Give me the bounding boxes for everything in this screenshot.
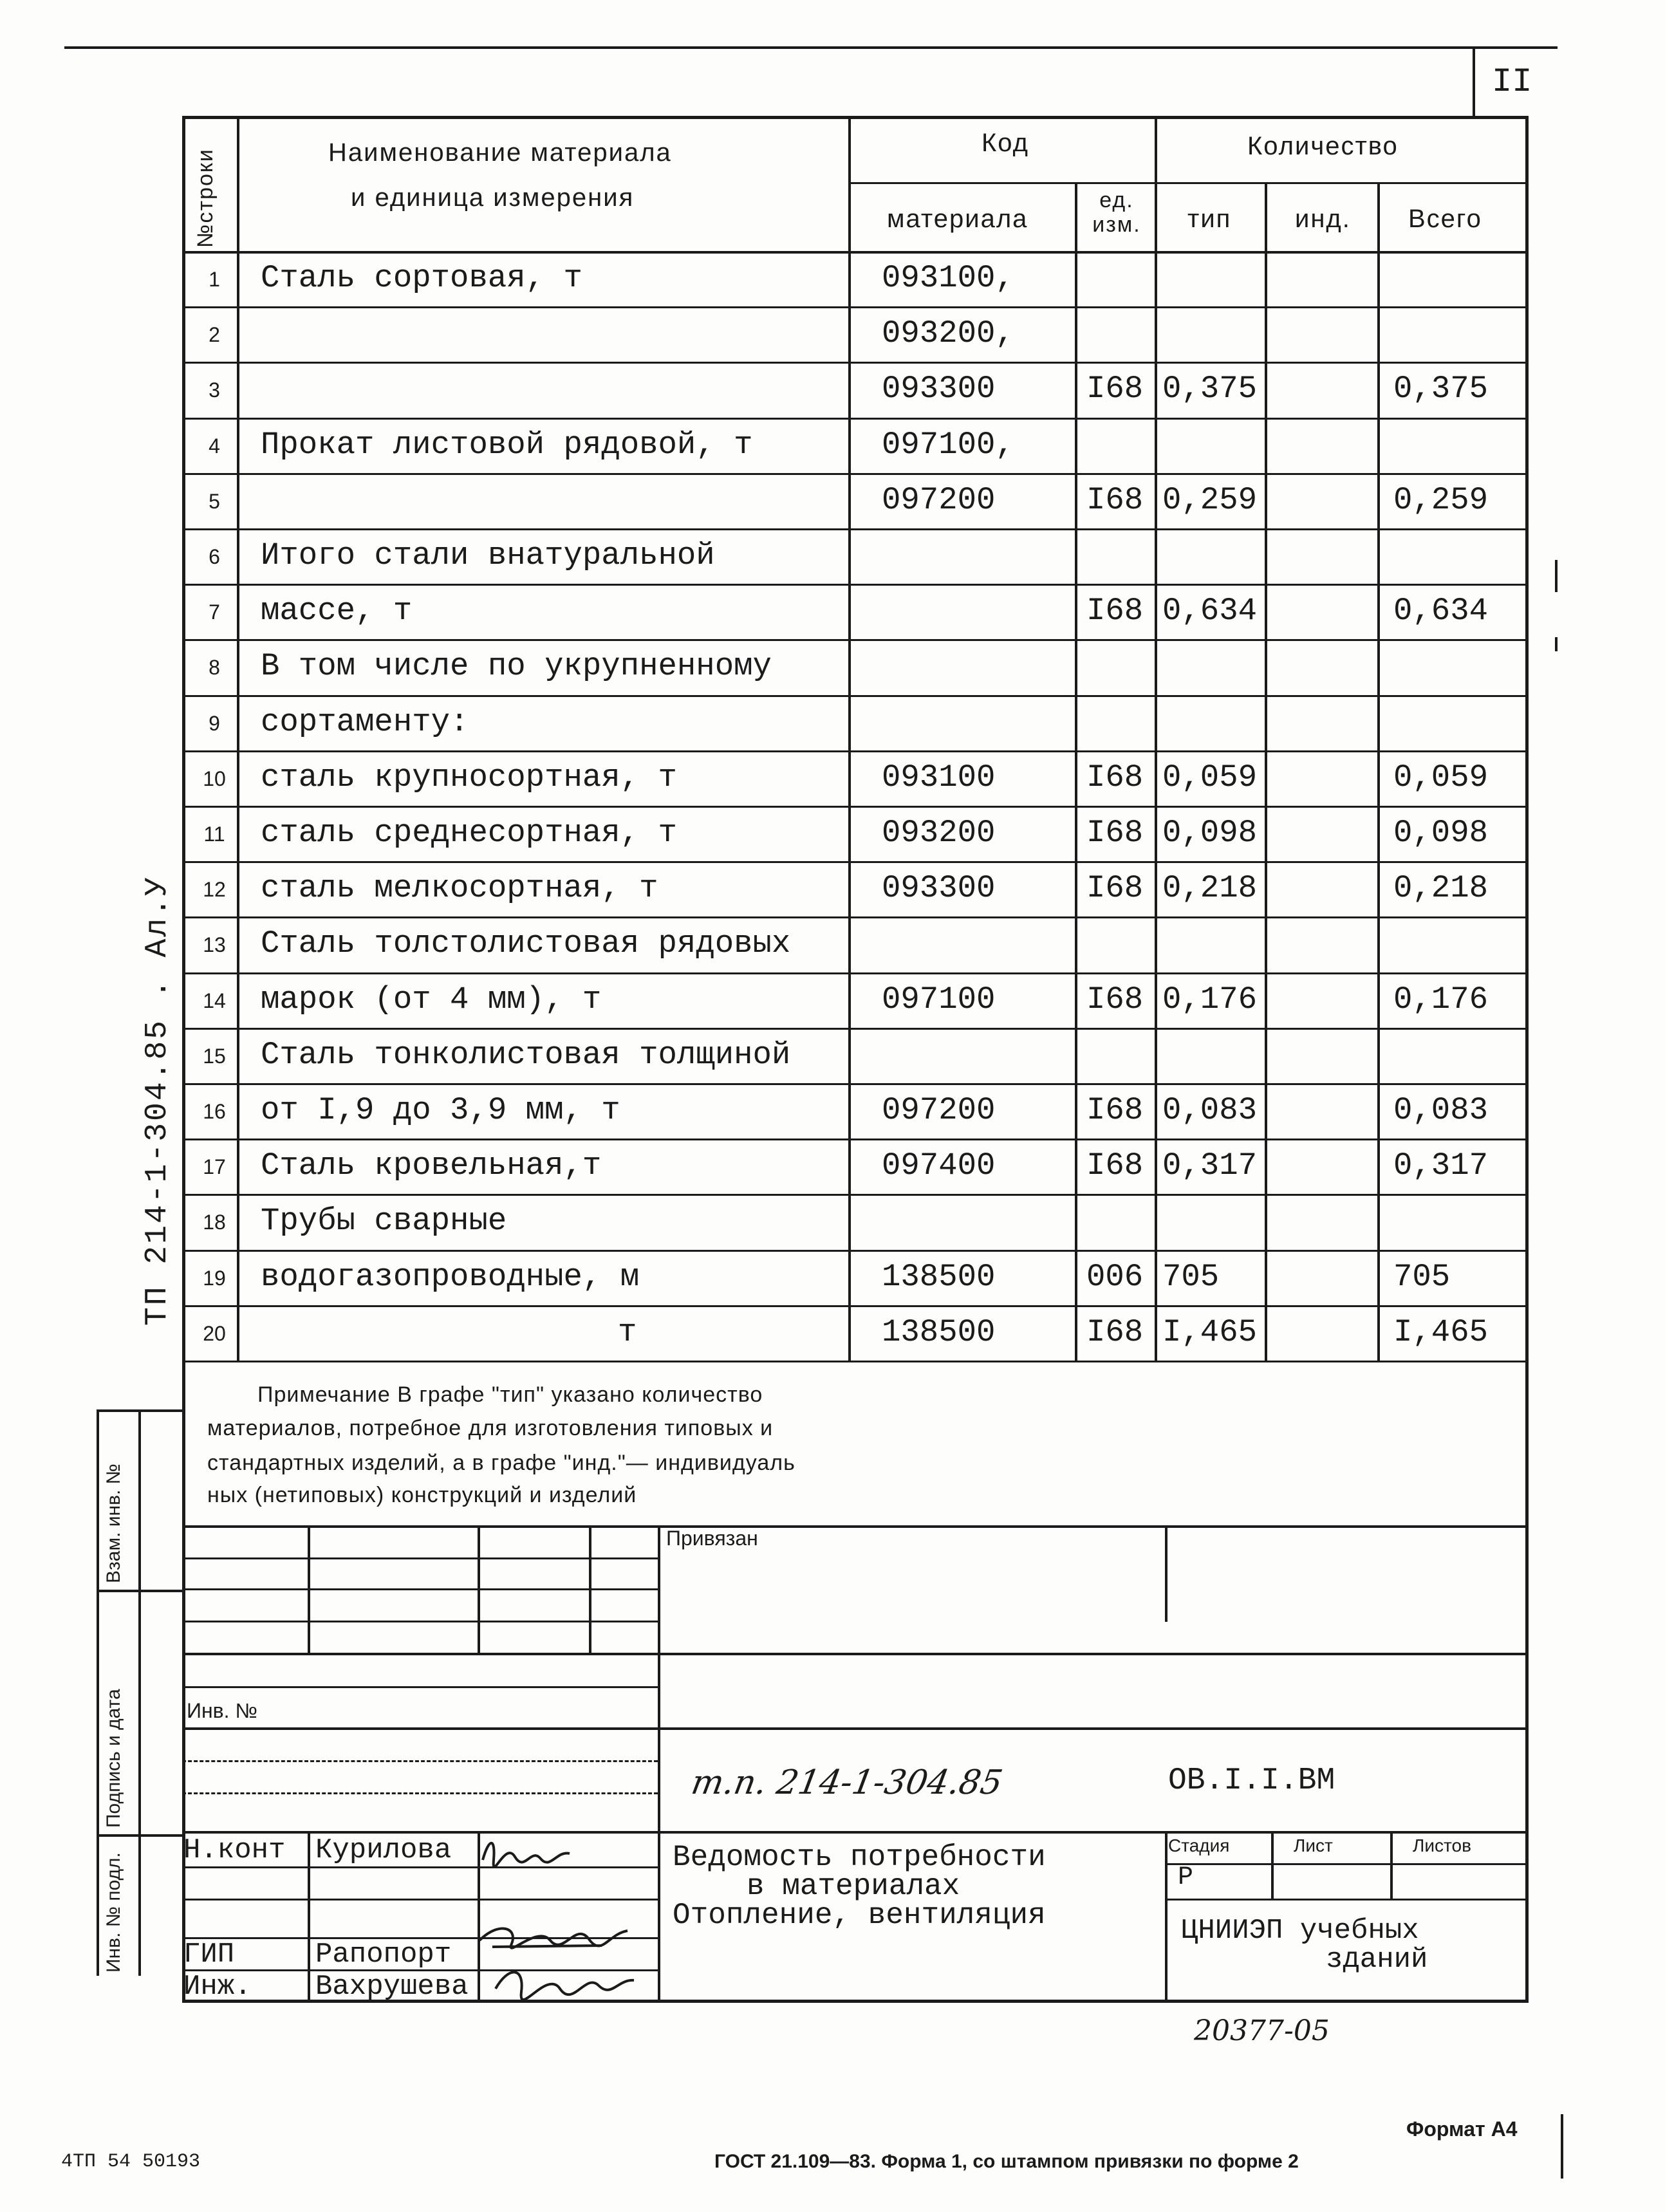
row-code: 097400 xyxy=(882,1148,996,1184)
row-divider xyxy=(182,1194,1529,1196)
row-divider xyxy=(182,861,1529,863)
row-type-qty: 0,634 xyxy=(1162,593,1258,629)
sheets-label: Листов xyxy=(1413,1836,1471,1855)
col-line-num xyxy=(237,116,239,1361)
stamp-row-6 xyxy=(182,1727,1529,1730)
qty-header: Количество xyxy=(1247,132,1399,160)
title-line-3: Отопление, вентиляция xyxy=(673,1899,1046,1932)
row-total-qty: 705 xyxy=(1393,1258,1451,1295)
row-name: т xyxy=(618,1314,637,1350)
row-name: марок (от 4 мм), т xyxy=(261,981,602,1018)
org-line-1: ЦНИИЭП учебных xyxy=(1181,1915,1419,1947)
note-bottom-line xyxy=(182,1525,1529,1528)
row-type-qty: 0,059 xyxy=(1162,759,1258,795)
row-divider xyxy=(182,1139,1529,1140)
row-type-qty: 0,259 xyxy=(1162,481,1258,518)
header-subline xyxy=(848,182,1529,184)
row-type-qty: I,465 xyxy=(1162,1314,1258,1350)
row-number: 1 xyxy=(209,268,220,291)
row-unit: I68 xyxy=(1086,1314,1144,1350)
row-name: сортаменту: xyxy=(261,703,469,740)
side-strip-sep1 xyxy=(97,1590,182,1592)
note-line-2: материалов, потребное для изготовления типовых и xyxy=(207,1416,774,1440)
row-number: 19 xyxy=(203,1266,226,1290)
row-name: Трубы сварные xyxy=(261,1203,507,1240)
row-type-qty: 0,218 xyxy=(1162,870,1258,907)
row-number: 8 xyxy=(209,656,220,680)
stamp-col-4 xyxy=(658,1525,660,2002)
role-3: Инж. xyxy=(183,1971,252,2003)
row-divider xyxy=(182,1083,1529,1085)
col-line-code xyxy=(848,116,851,1361)
stamp-main-row-1 xyxy=(182,1866,658,1868)
row-unit: I68 xyxy=(1086,815,1144,851)
row-code: 093200, xyxy=(882,315,1014,352)
row-unit: I68 xyxy=(1086,1148,1144,1184)
col-line-total xyxy=(1377,182,1380,1361)
name-header-line1: Наименование материала xyxy=(328,138,672,167)
row-code: 093200 xyxy=(882,815,996,851)
row-name: сталь крупносортная, т xyxy=(261,759,677,795)
row-divider xyxy=(182,639,1529,641)
row-total-qty: 0,098 xyxy=(1393,815,1489,851)
stamp-row-3 xyxy=(182,1621,658,1622)
row-name: сталь мелкосортная, т xyxy=(261,870,658,907)
row-number: 17 xyxy=(203,1155,226,1179)
col-line-qty xyxy=(1155,116,1157,1361)
row-divider xyxy=(182,362,1529,364)
stamp-row-5 xyxy=(182,1686,658,1688)
left-footer-code: 4ТП 54 50193 xyxy=(61,2151,201,2173)
row-type-qty: 0,375 xyxy=(1162,371,1258,407)
surname-1: Курилова xyxy=(315,1834,452,1866)
row-name: В том числе по укрупненному xyxy=(261,648,772,685)
row-type-qty: 0,098 xyxy=(1162,815,1258,851)
row-number: 20 xyxy=(203,1321,226,1345)
gost-line: ГОСТ 21.109—83. Форма 1, со штампом привязки по форме 2 xyxy=(714,2151,1299,2172)
row-code: 097100, xyxy=(882,426,1014,463)
stamp-main-col-a xyxy=(308,1831,310,2002)
row-total-qty: 0,375 xyxy=(1393,371,1489,407)
row-name: сталь среднесортная, т xyxy=(261,815,677,851)
row-total-qty: 0,634 xyxy=(1393,593,1489,629)
row-code: 138500 xyxy=(882,1258,996,1295)
row-number-header: №строки xyxy=(193,148,218,248)
row-code: 093300 xyxy=(882,870,996,907)
row-code: 093300 xyxy=(882,371,996,407)
handwritten-project-code: т.п. 214-1-304.85 xyxy=(688,1763,1006,1802)
stamp-row-4 xyxy=(182,1653,1529,1655)
podpis-label: Подпись и дата xyxy=(103,1689,124,1828)
vzam-inv-label: Взам. инв. № xyxy=(103,1464,124,1583)
row-divider xyxy=(182,750,1529,752)
format-label: Формат А4 xyxy=(1406,2117,1518,2141)
signature-kurilova xyxy=(479,1834,576,1870)
row-number: 13 xyxy=(203,933,226,957)
row-number: 11 xyxy=(203,823,225,846)
row-code: 097200 xyxy=(882,481,996,518)
name-header-line2: и единица измерения xyxy=(351,183,635,212)
row-name: массе, т xyxy=(261,593,413,629)
stamp-row-1 xyxy=(182,1557,658,1559)
stamp-dash-1 xyxy=(182,1760,658,1762)
row-code: 097100 xyxy=(882,981,996,1018)
row-unit: I68 xyxy=(1086,870,1144,907)
row-divider xyxy=(182,1250,1529,1252)
row-name: Сталь сортовая, т xyxy=(261,260,582,296)
stamp-stage-row-1 xyxy=(1165,1863,1529,1865)
footer-right-mark xyxy=(1561,2114,1563,2179)
row-name: Итого стали внатуральной xyxy=(261,537,715,573)
signature-vakhrusheva xyxy=(489,1960,637,2002)
sheet-number-divider xyxy=(1473,46,1475,117)
qty-ind-header: инд. xyxy=(1295,205,1351,233)
org-line-2: зданий xyxy=(1326,1944,1428,1976)
stamp-stage-row-2 xyxy=(1165,1899,1529,1901)
row-name: Сталь кровельная,т xyxy=(261,1148,602,1184)
row-unit: I68 xyxy=(1086,981,1144,1018)
inv-no-label: Инв. № xyxy=(187,1699,257,1722)
col-line-unit xyxy=(1075,182,1077,1361)
row-name: от I,9 до 3,9 мм, т xyxy=(261,1092,620,1128)
row-number: 18 xyxy=(203,1211,226,1234)
row-number: 2 xyxy=(209,323,220,347)
row-divider xyxy=(182,418,1529,420)
row-divider xyxy=(182,695,1529,697)
row-number: 14 xyxy=(203,989,226,1012)
row-type-qty: 0,176 xyxy=(1162,981,1258,1018)
privyazan-divider xyxy=(1165,1525,1167,1622)
row-number: 5 xyxy=(209,489,220,513)
surname-3: Вахрушева xyxy=(315,1971,469,2003)
row-divider xyxy=(182,584,1529,586)
note-line-4: ных (нетиповых) конструкций и изделий xyxy=(207,1483,637,1507)
row-number: 9 xyxy=(209,711,220,735)
signature-rapoport xyxy=(473,1915,634,1956)
row-unit: I68 xyxy=(1086,593,1144,629)
row-total-qty: I,465 xyxy=(1393,1314,1489,1350)
row-name: водогазопроводные, м xyxy=(261,1258,640,1295)
row-divider xyxy=(182,916,1529,918)
row-name: Сталь тонколистовая толщиной xyxy=(261,1036,791,1073)
side-strip-left xyxy=(97,1409,99,1976)
row-divider xyxy=(182,1361,1529,1362)
row-divider xyxy=(182,473,1529,475)
code-unit-header: ед. изм. xyxy=(1092,188,1141,237)
inv-podl-label: Инв. № подл. xyxy=(103,1852,124,1973)
side-strip-sep2 xyxy=(97,1834,182,1837)
header-bottom-line xyxy=(182,251,1529,254)
row-name: Сталь толстолистовая рядовых xyxy=(261,925,791,962)
side-strip-right xyxy=(138,1409,141,1976)
row-number: 4 xyxy=(209,434,220,458)
side-strip-top xyxy=(97,1409,182,1412)
sheet-label: Лист xyxy=(1294,1836,1333,1855)
row-type-qty: 0,317 xyxy=(1162,1148,1258,1184)
right-margin-mark-2 xyxy=(1555,637,1558,651)
row-number: 15 xyxy=(203,1044,226,1068)
row-divider xyxy=(182,306,1529,308)
row-type-qty: 0,083 xyxy=(1162,1092,1258,1128)
row-total-qty: 0,259 xyxy=(1393,481,1489,518)
project-code: ТП 214-1-304.85 . Ал.У xyxy=(140,875,175,1326)
note-line-1: Примечание В графе "тип" указано количество xyxy=(257,1382,763,1407)
row-divider xyxy=(182,806,1529,808)
row-number: 16 xyxy=(203,1100,226,1123)
code-material-header: материала xyxy=(887,205,1028,233)
row-code: 097200 xyxy=(882,1092,996,1128)
row-number: 3 xyxy=(209,378,220,402)
surname-2: Рапопорт xyxy=(315,1938,452,1971)
row-unit: 006 xyxy=(1086,1258,1144,1295)
row-unit: I68 xyxy=(1086,1092,1144,1128)
row-number: 12 xyxy=(203,878,226,902)
row-divider xyxy=(182,972,1529,974)
privyazan-label: Привязан xyxy=(666,1527,758,1550)
row-total-qty: 0,218 xyxy=(1393,870,1489,907)
row-total-qty: 0,317 xyxy=(1393,1148,1489,1184)
stamp-row-2 xyxy=(182,1588,658,1590)
row-number: 7 xyxy=(209,600,220,624)
top-rule xyxy=(64,46,1558,49)
stamp-main-col-c xyxy=(1165,1831,1167,2002)
row-unit: I68 xyxy=(1086,371,1144,407)
right-margin-mark-1 xyxy=(1555,560,1558,592)
stage-value: Р xyxy=(1178,1863,1194,1892)
row-code: 093100 xyxy=(882,759,996,795)
row-unit: I68 xyxy=(1086,481,1144,518)
stage-label: Стадия xyxy=(1168,1836,1230,1855)
row-total-qty: 0,176 xyxy=(1393,981,1489,1018)
document-mark: ОВ.I.I.ВМ xyxy=(1168,1763,1335,1798)
row-total-qty: 0,059 xyxy=(1393,759,1489,795)
row-code: 138500 xyxy=(882,1314,996,1350)
row-divider xyxy=(182,1305,1529,1307)
row-total-qty: 0,083 xyxy=(1393,1092,1489,1128)
row-divider xyxy=(182,528,1529,530)
title-line-1: Ведомость потребности xyxy=(673,1841,1046,1874)
stamp-main-top xyxy=(182,1831,1529,1834)
row-type-qty: 705 xyxy=(1162,1258,1220,1295)
role-1: Н.конт xyxy=(183,1834,286,1866)
role-2: ГИП xyxy=(183,1938,235,1971)
stamp-main-row-2 xyxy=(182,1899,658,1901)
code-header: Код xyxy=(981,129,1030,157)
row-name: Прокат листовой рядовой, т xyxy=(261,426,753,463)
row-unit: I68 xyxy=(1086,759,1144,795)
handwritten-number: 20377-05 xyxy=(1194,2014,1330,2047)
qty-total-header: Всего xyxy=(1408,205,1482,233)
row-divider xyxy=(182,1028,1529,1030)
row-code: 093100, xyxy=(882,260,1014,296)
row-number: 6 xyxy=(209,545,220,568)
title-line-2: в материалах xyxy=(747,1870,960,1903)
note-line-3: стандартных изделий, а в графе "инд."— индивидуаль xyxy=(207,1451,795,1475)
stamp-dash-2 xyxy=(182,1792,658,1794)
qty-type-header: тип xyxy=(1187,205,1232,233)
row-number: 10 xyxy=(203,767,226,790)
sheet-number: II xyxy=(1492,63,1532,101)
col-line-ind xyxy=(1265,182,1267,1361)
